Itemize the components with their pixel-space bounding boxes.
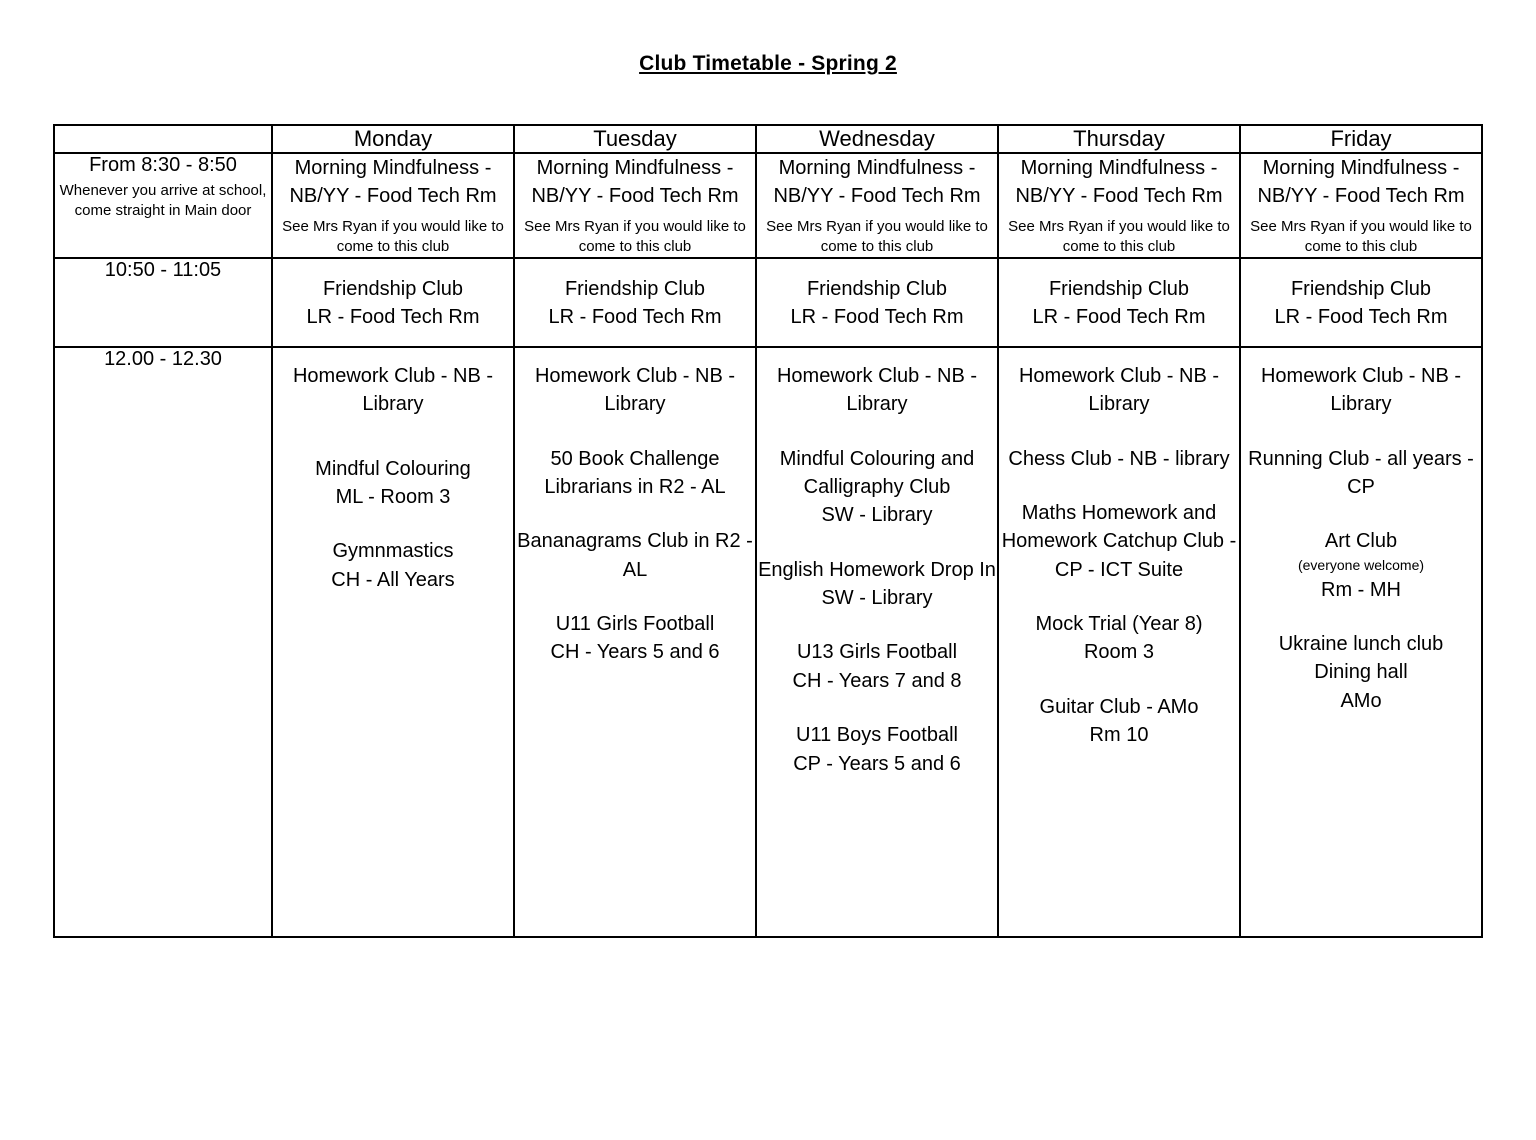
activity-main: Friendship Club LR - Food Tech Rm — [548, 277, 722, 329]
activity-main: U11 Boys Football CP - Years 5 and 6 — [793, 724, 961, 775]
header-thursday: Thursday — [998, 125, 1240, 153]
activity-main: Maths Homework and Homework Catchup Club - CP - ICT Suite — [1001, 501, 1237, 581]
time-slot-label: 10:50 - 11:05 — [104, 258, 222, 281]
page-title: Club Timetable - Spring 2 — [639, 52, 897, 75]
header-corner-cell — [54, 125, 272, 153]
activity-main: Morning Mindfulness - NB/YY - Food Tech Rm — [531, 157, 739, 208]
activity-main: Gymnmastics CH - All Years — [331, 540, 455, 591]
activity-note: See Mrs Ryan if you would like to come to this club — [282, 217, 504, 255]
activity-main: English Homework Drop In SW - Library — [758, 558, 996, 610]
header-wednesday: Wednesday — [756, 125, 998, 153]
activity-main: Homework Club - NB - Library — [292, 364, 494, 416]
activity-main: Homework Club - NB - Library — [776, 364, 978, 416]
activity-main: U11 Girls Football CH - Years 5 and 6 — [550, 613, 720, 664]
activity-note: See Mrs Ryan if you would like to come to this club — [1008, 217, 1230, 255]
activity-note: See Mrs Ryan if you would like to come to this club — [1250, 217, 1472, 255]
document-page — [0, 52, 1536, 1140]
cell-tuesday-break — [514, 258, 756, 347]
activity-main: Bananagrams Club in R2 - AL — [517, 530, 753, 581]
activity-main: Friendship Club LR - Food Tech Rm — [1274, 277, 1448, 329]
time-slot-morning — [54, 153, 272, 258]
cell-wednesday-lunch — [756, 347, 998, 937]
cell-tuesday-morning — [514, 153, 756, 258]
activity-main: U13 Girls Football CH - Years 7 and 8 — [792, 641, 962, 692]
activity-main: Morning Mindfulness - NB/YY - Food Tech Rm — [289, 157, 497, 208]
cell-friday-lunch — [1240, 347, 1482, 937]
activity-main: Friendship Club LR - Food Tech Rm — [306, 277, 480, 329]
cell-wednesday-break — [756, 258, 998, 347]
activity-note: See Mrs Ryan if you would like to come to this club — [766, 217, 988, 255]
table-row-lunch — [54, 347, 1482, 937]
time-slot-label: From 8:30 - 8:50 — [89, 154, 237, 176]
table-row-morning — [54, 153, 1482, 258]
activity-main: Homework Club - NB - Library — [1018, 364, 1220, 416]
activity-main: Homework Club - NB - Library — [1260, 364, 1462, 416]
header-monday: Monday — [272, 125, 514, 153]
activity-main: Friendship Club LR - Food Tech Rm — [1032, 277, 1206, 329]
cell-monday-morning — [272, 153, 514, 258]
time-slot-break — [54, 258, 272, 347]
activity-main: Mock Trial (Year 8) Room 3 — [1035, 613, 1203, 664]
cell-thursday-lunch — [998, 347, 1240, 937]
time-slot-label: 12.00 - 12.30 — [104, 347, 222, 370]
activity-main: Morning Mindfulness - NB/YY - Food Tech Rm — [1015, 157, 1223, 208]
cell-wednesday-morning — [756, 153, 998, 258]
activity-main: Running Club - all years - CP — [1248, 447, 1474, 498]
activity-main: Ukraine lunch club Dining hall AMo — [1278, 632, 1444, 712]
activity-main: Morning Mindfulness - NB/YY - Food Tech Rm — [1257, 157, 1465, 208]
time-slot-lunch — [54, 347, 272, 937]
activity-note: See Mrs Ryan if you would like to come to this club — [524, 217, 746, 255]
activity-main: Art Club — [1324, 530, 1398, 553]
cell-monday-lunch — [272, 347, 514, 937]
cell-thursday-break — [998, 258, 1240, 347]
header-friday: Friday — [1240, 125, 1482, 153]
cell-thursday-morning — [998, 153, 1240, 258]
cell-friday-break — [1240, 258, 1482, 347]
header-tuesday: Tuesday — [514, 125, 756, 153]
cell-tuesday-lunch — [514, 347, 756, 937]
activity-main: Friendship Club LR - Food Tech Rm — [790, 277, 964, 329]
activity-main: Rm - MH — [1321, 578, 1401, 601]
activity-main: Mindful Colouring and Calligraphy Club SW - Library — [779, 447, 975, 527]
activity-note: (everyone welcome) — [1297, 556, 1425, 573]
activity-main: Chess Club - NB - library — [1008, 447, 1230, 470]
table-row-break — [54, 258, 1482, 347]
cell-friday-morning — [1240, 153, 1482, 258]
cell-monday-break — [272, 258, 514, 347]
table-header-row — [54, 125, 1482, 153]
club-timetable — [53, 124, 1483, 938]
activity-main: Morning Mindfulness - NB/YY - Food Tech Rm — [773, 157, 981, 208]
time-slot-note: Whenever you arrive at school, come straight in Main door — [59, 182, 267, 219]
activity-main: Homework Club - NB - Library — [534, 364, 736, 416]
activity-main: Mindful Colouring ML - Room 3 — [315, 457, 471, 508]
activity-main: 50 Book Challenge Librarians in R2 - AL — [544, 447, 726, 498]
activity-main: Guitar Club - AMo Rm 10 — [1039, 695, 1199, 747]
